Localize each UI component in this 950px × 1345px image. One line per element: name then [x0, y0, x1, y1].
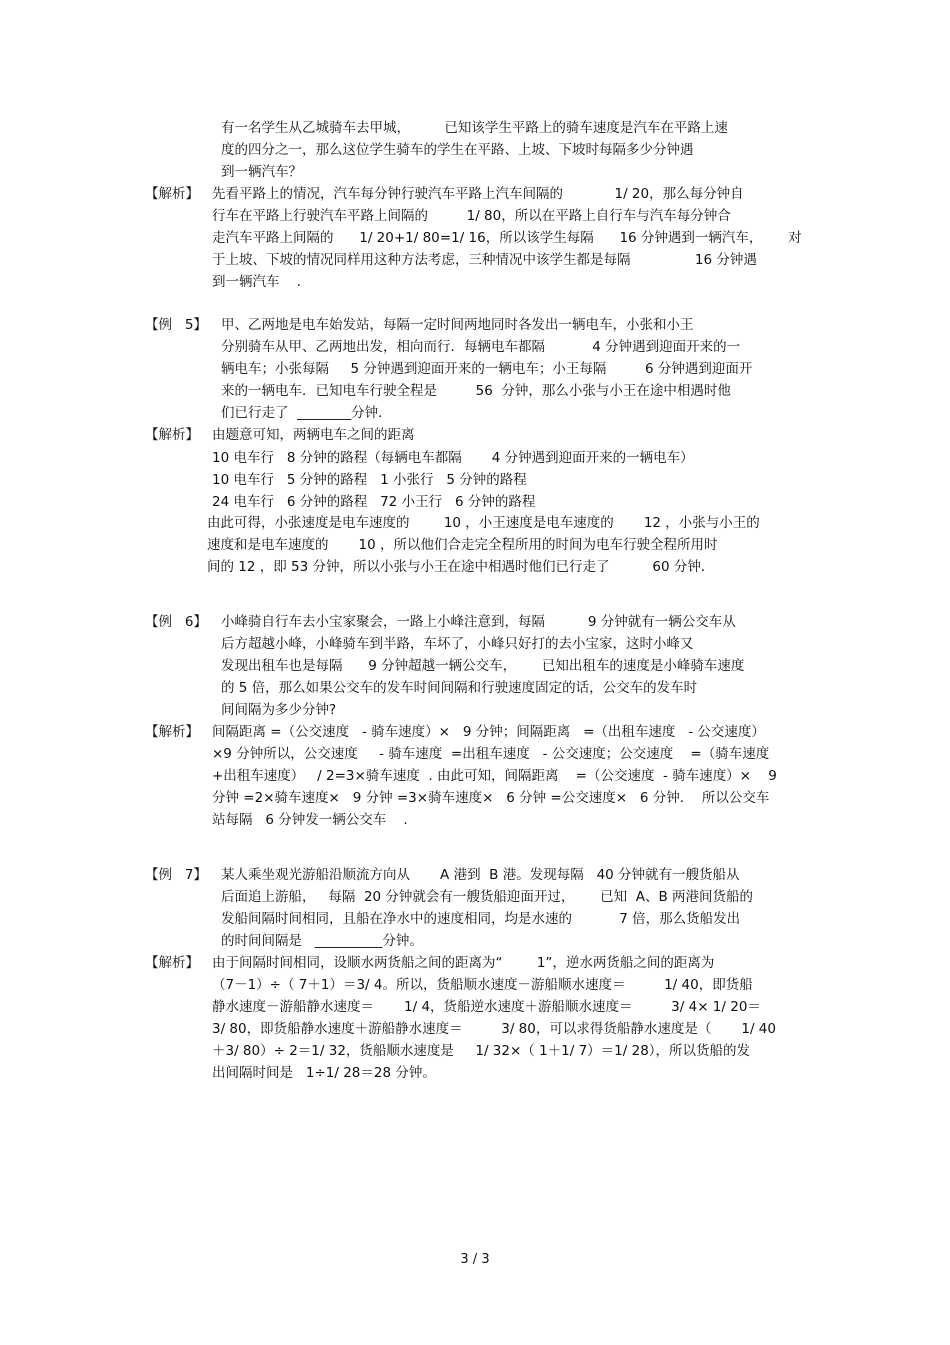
- text-line: 甲、乙两地是电车始发站，每隔一定时间两地同时各发出一辆电车，小张和小王: [221, 317, 694, 333]
- page-number: 3 / 3: [460, 1252, 490, 1267]
- text-line: 的时间间隔是 __________分钟。: [221, 933, 423, 949]
- text-line: 们已行走了 ________分钟．: [221, 405, 392, 421]
- text-line: 于上坡、下坡的情况同样用这种方法考虑，三种情况中该学生都是每隔 16 分钟遇: [212, 252, 757, 268]
- text-line: ＋3/ 80）÷ 2＝1/ 32，货船顺水速度是 1/ 32×（ 1＋1/ 7）＝1/ 28），所以货船的发: [212, 1043, 751, 1059]
- solution-label: 【解析】: [145, 186, 199, 202]
- text-line: 站每隔 6 分钟发一辆公交车 .: [212, 812, 408, 828]
- text-line: 小峰骑自行车去小宝家聚会，一路上小峰注意到，每隔 9 分钟就有一辆公交车从: [221, 614, 736, 630]
- text-line: 分钟 =2×骑车速度× 9 分钟 =3×骑车速度× 6 分钟 =公交速度× 6 分钟． 所以公交车: [212, 790, 770, 806]
- text-line: 发现出租车也是每隔 9 分钟超越一辆公交车， 已知出租车的速度是小峰骑车速度: [221, 658, 745, 674]
- example-label: 【例 7】: [145, 867, 207, 883]
- text-line: 到一辆汽车 .: [212, 274, 301, 290]
- text-line: 辆电车；小张每隔 5 分钟遇到迎面开来的一辆电车；小王每隔 6 分钟遇到迎面开: [221, 361, 753, 377]
- text-line: 发船间隔时间相同，且船在净水中的速度相同，均是水速的 7 倍，那么货船发出: [221, 911, 741, 927]
- text-line: 度的四分之一，那么这位学生骑车的学生在平路、上坡、下坡时每隔多少分钟遇: [221, 142, 694, 158]
- text-line: ×9 分钟所以，公交速度 - 骑车速度 =出租车速度 - 公交速度；公交速度 =（骑车速度: [212, 746, 770, 762]
- text-line: 3/ 80，即货船静水速度＋游船静水速度＝ 3/ 80，可以求得货船静水速度是（ 1/ 40: [212, 1021, 776, 1037]
- text-line: 来的一辆电车．已知电车行驶全程是 56 分钟，那么小张与小王在途中相遇时他: [221, 383, 731, 399]
- solution-label: 【解析】: [145, 427, 199, 443]
- text-line: 有一名学生从乙城骑车去甲城， 已知该学生平路上的骑车速度是汽车在平路上速: [221, 120, 728, 136]
- text-line: 24 电车行 6 分钟的路程 72 小王行 6 分钟的路程: [212, 494, 536, 510]
- text-line: 静水速度－游船静水速度＝ 1/ 4，货船逆水速度＋游船顺水速度＝ 3/ 4× 1/ 20＝: [212, 999, 761, 1015]
- text-line: 某人乘坐观光游船沿顺流方向从 A 港到 B 港。发现每隔 40 分钟就有一艘货船从: [221, 867, 740, 883]
- text-line: 间隔距离 =（公交速度 - 骑车速度）× 9 分钟；间隔距离 =（出租车速度 - 公交速度）: [212, 724, 765, 740]
- text-line: 由此可得，小张速度是电车速度的 10 ，小王速度是电车速度的 12 ，小张与小王的: [207, 515, 760, 531]
- solution-label: 【解析】: [145, 955, 199, 971]
- text-line: +出租车速度） / 2=3×骑车速度 . 由此可知，间隔距离 =（公交速度 - 骑车速度）× 9: [212, 768, 777, 784]
- text-line: 由题意可知，两辆电车之间的距离: [212, 427, 415, 443]
- example-label: 【例 6】: [145, 614, 207, 630]
- example-label: 【例 5】: [145, 317, 207, 333]
- text-line: 走汽车平路上间隔的 1/ 20+1/ 80=1/ 16，所以该学生每隔 16 分钟遇到一辆汽车， 对: [212, 230, 802, 246]
- text-line: 后方超越小峰，小峰骑车到半路，车坏了，小峰只好打的去小宝家，这时小峰又: [221, 636, 694, 652]
- text-line: 出间隔时间是 1÷1/ 28＝28 分钟。: [212, 1065, 436, 1081]
- text-line: （7－1）÷（ 7＋1）＝3/ 4。所以，货船顺水速度－游船顺水速度＝ 1/ 40，即货船: [212, 977, 753, 993]
- text-line: 到一辆汽车？: [221, 164, 302, 180]
- text-line: 速度和是电车速度的 10 ，所以他们合走完全程所用的时间为电车行驶全程所用时: [207, 537, 718, 553]
- solution-label: 【解析】: [145, 724, 199, 740]
- text-line: 10 电车行 8 分钟的路程（每辆电车都隔 4 分钟遇到迎面开来的一辆电车）: [212, 450, 694, 466]
- text-line: 分别骑车从甲、乙两地出发，相向而行．每辆电车都隔 4 分钟遇到迎面开来的一: [221, 339, 741, 355]
- text-line: 行车在平路上行驶汽车平路上间隔的 1/ 80，所以在平路上自行车与汽车每分钟合: [212, 208, 731, 224]
- text-line: 的 5 倍，那么如果公交车的发车时间间隔和行驶速度固定的话，公交车的发车时: [221, 680, 698, 696]
- text-line: 由于间隔时间相同，设顺水两货船之间的距离为“ 1”，逆水两货船之间的距离为: [212, 955, 715, 971]
- text-line: 10 电车行 5 分钟的路程 1 小张行 5 分钟的路程: [212, 472, 527, 488]
- text-line: 先看平路上的情况，汽车每分钟行驶汽车平路上汽车间隔的 1/ 20，那么每分钟自: [212, 186, 744, 202]
- text-line: 后面追上游船， 每隔 20 分钟就会有一艘货船迎面开过， 已知 A、B 两港间货船的: [221, 889, 754, 905]
- text-line: 间间隔为多少分钟?: [221, 702, 337, 718]
- text-line: 间的 12 ，即 53 分钟，所以小张与小王在途中相遇时他们已行走了 60 分钟．: [207, 559, 715, 575]
